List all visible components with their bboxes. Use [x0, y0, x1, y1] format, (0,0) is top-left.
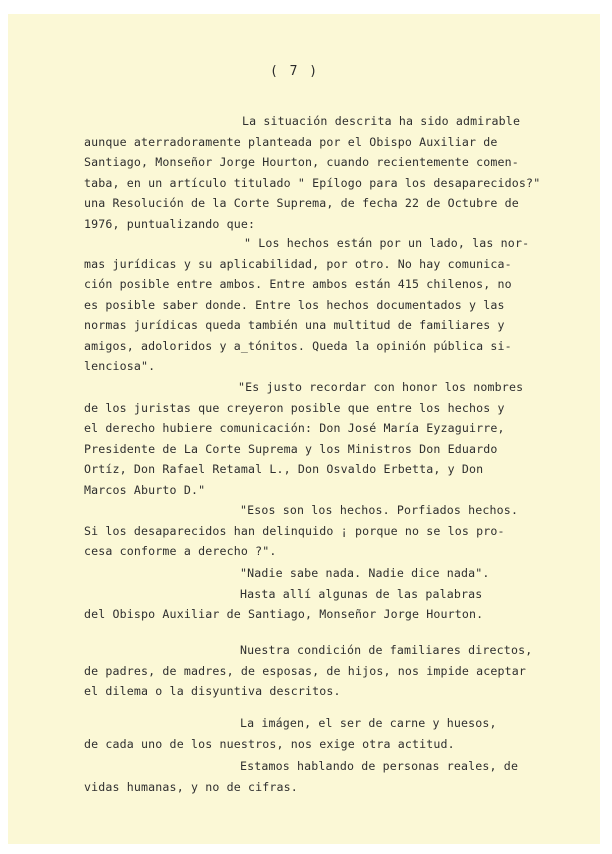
paragraph-2-line-1: " Los hechos están por un lado, las nor-	[244, 236, 530, 250]
paragraph-1-line-6: 1976, puntualizando que:	[84, 217, 256, 231]
paragraph-3-line-5: Ortíz, Don Rafael Retamal L., Don Osvaldo Erbetta, y Don	[84, 462, 484, 476]
paragraph-9-line-1: Estamos hablando de personas reales, de	[240, 759, 519, 773]
paragraph-2-line-5: normas jurídicas queda también una multitud de familiares y	[84, 318, 505, 332]
paragraph-4-line-3: cesa conforme a derecho ?".	[84, 544, 277, 558]
paragraph-8-line-2: de cada uno de los nuestros, nos exige otra actitud.	[84, 737, 455, 751]
paragraph-2-line-2: mas jurídicas y su aplicabilidad, por otro. No hay comunica-	[84, 257, 512, 271]
paragraph-1-line-1: La situación descrita ha sido admirable	[242, 114, 521, 128]
paragraph-3-line-1: "Es justo recordar con honor los nombres	[238, 380, 524, 394]
paragraph-2-line-7: lenciosa".	[84, 359, 156, 373]
paragraph-9-line-2: vidas humanas, y no de cifras.	[84, 780, 298, 794]
paragraph-3-line-6: Marcos Aburto D."	[84, 483, 206, 497]
paragraph-1-line-5: una Resolución de la Corte Suprema, de fecha 22 de Octubre de	[84, 196, 519, 210]
paragraph-3-line-3: el derecho hubiere comunicación: Don José María Eyzaguirre,	[84, 421, 505, 435]
page-number: ( 7 )	[270, 64, 320, 79]
paragraph-3-line-2: de los juristas que creyeron posible que entre los hechos y	[84, 401, 505, 415]
paragraph-1-line-4: taba, en un artículo titulado " Epílogo para los desaparecidos?"	[84, 176, 541, 190]
paragraph-4-line-1: "Esos son los hechos. Porfiados hechos.	[240, 503, 519, 517]
paragraph-6-line-2: del Obispo Auxiliar de Santiago, Monseñor Jorge Hourton.	[84, 607, 484, 621]
paragraph-5-line-1: "Nadie sabe nada. Nadie dice nada".	[240, 566, 490, 580]
paragraph-2-line-4: es posible saber donde. Entre los hechos documentados y las	[84, 298, 505, 312]
paragraph-4-line-2: Si los desaparecidos han delinquido ¡ porque no se los pro-	[84, 524, 505, 538]
paragraph-3-line-4: Presidente de La Corte Suprema y los Ministros Don Eduardo	[84, 442, 498, 456]
paragraph-7-line-3: el dilema o la disyuntiva descritos.	[84, 684, 341, 698]
paragraph-1-line-3: Santiago, Monseñor Jorge Hourton, cuando recientemente comen-	[84, 155, 519, 169]
paragraph-1-line-2: aunque aterradoramente planteada por el Obispo Auxiliar de	[84, 135, 498, 149]
paragraph-7-line-1: Nuestra condición de familiares directos,	[240, 643, 533, 657]
paragraph-2-line-3: ción posible entre ambos. Entre ambos están 415 chilenos, no	[84, 277, 512, 291]
paragraph-7-line-2: de padres, de madres, de esposas, de hijos, nos impide aceptar	[84, 664, 527, 678]
paragraph-6-line-1: Hasta allí algunas de las palabras	[240, 587, 483, 601]
paragraph-2-line-6: amigos, adoloridos y a_tónitos. Queda la opinión pública si-	[84, 339, 512, 353]
paragraph-8-line-1: La imágen, el ser de carne y huesos,	[240, 716, 497, 730]
